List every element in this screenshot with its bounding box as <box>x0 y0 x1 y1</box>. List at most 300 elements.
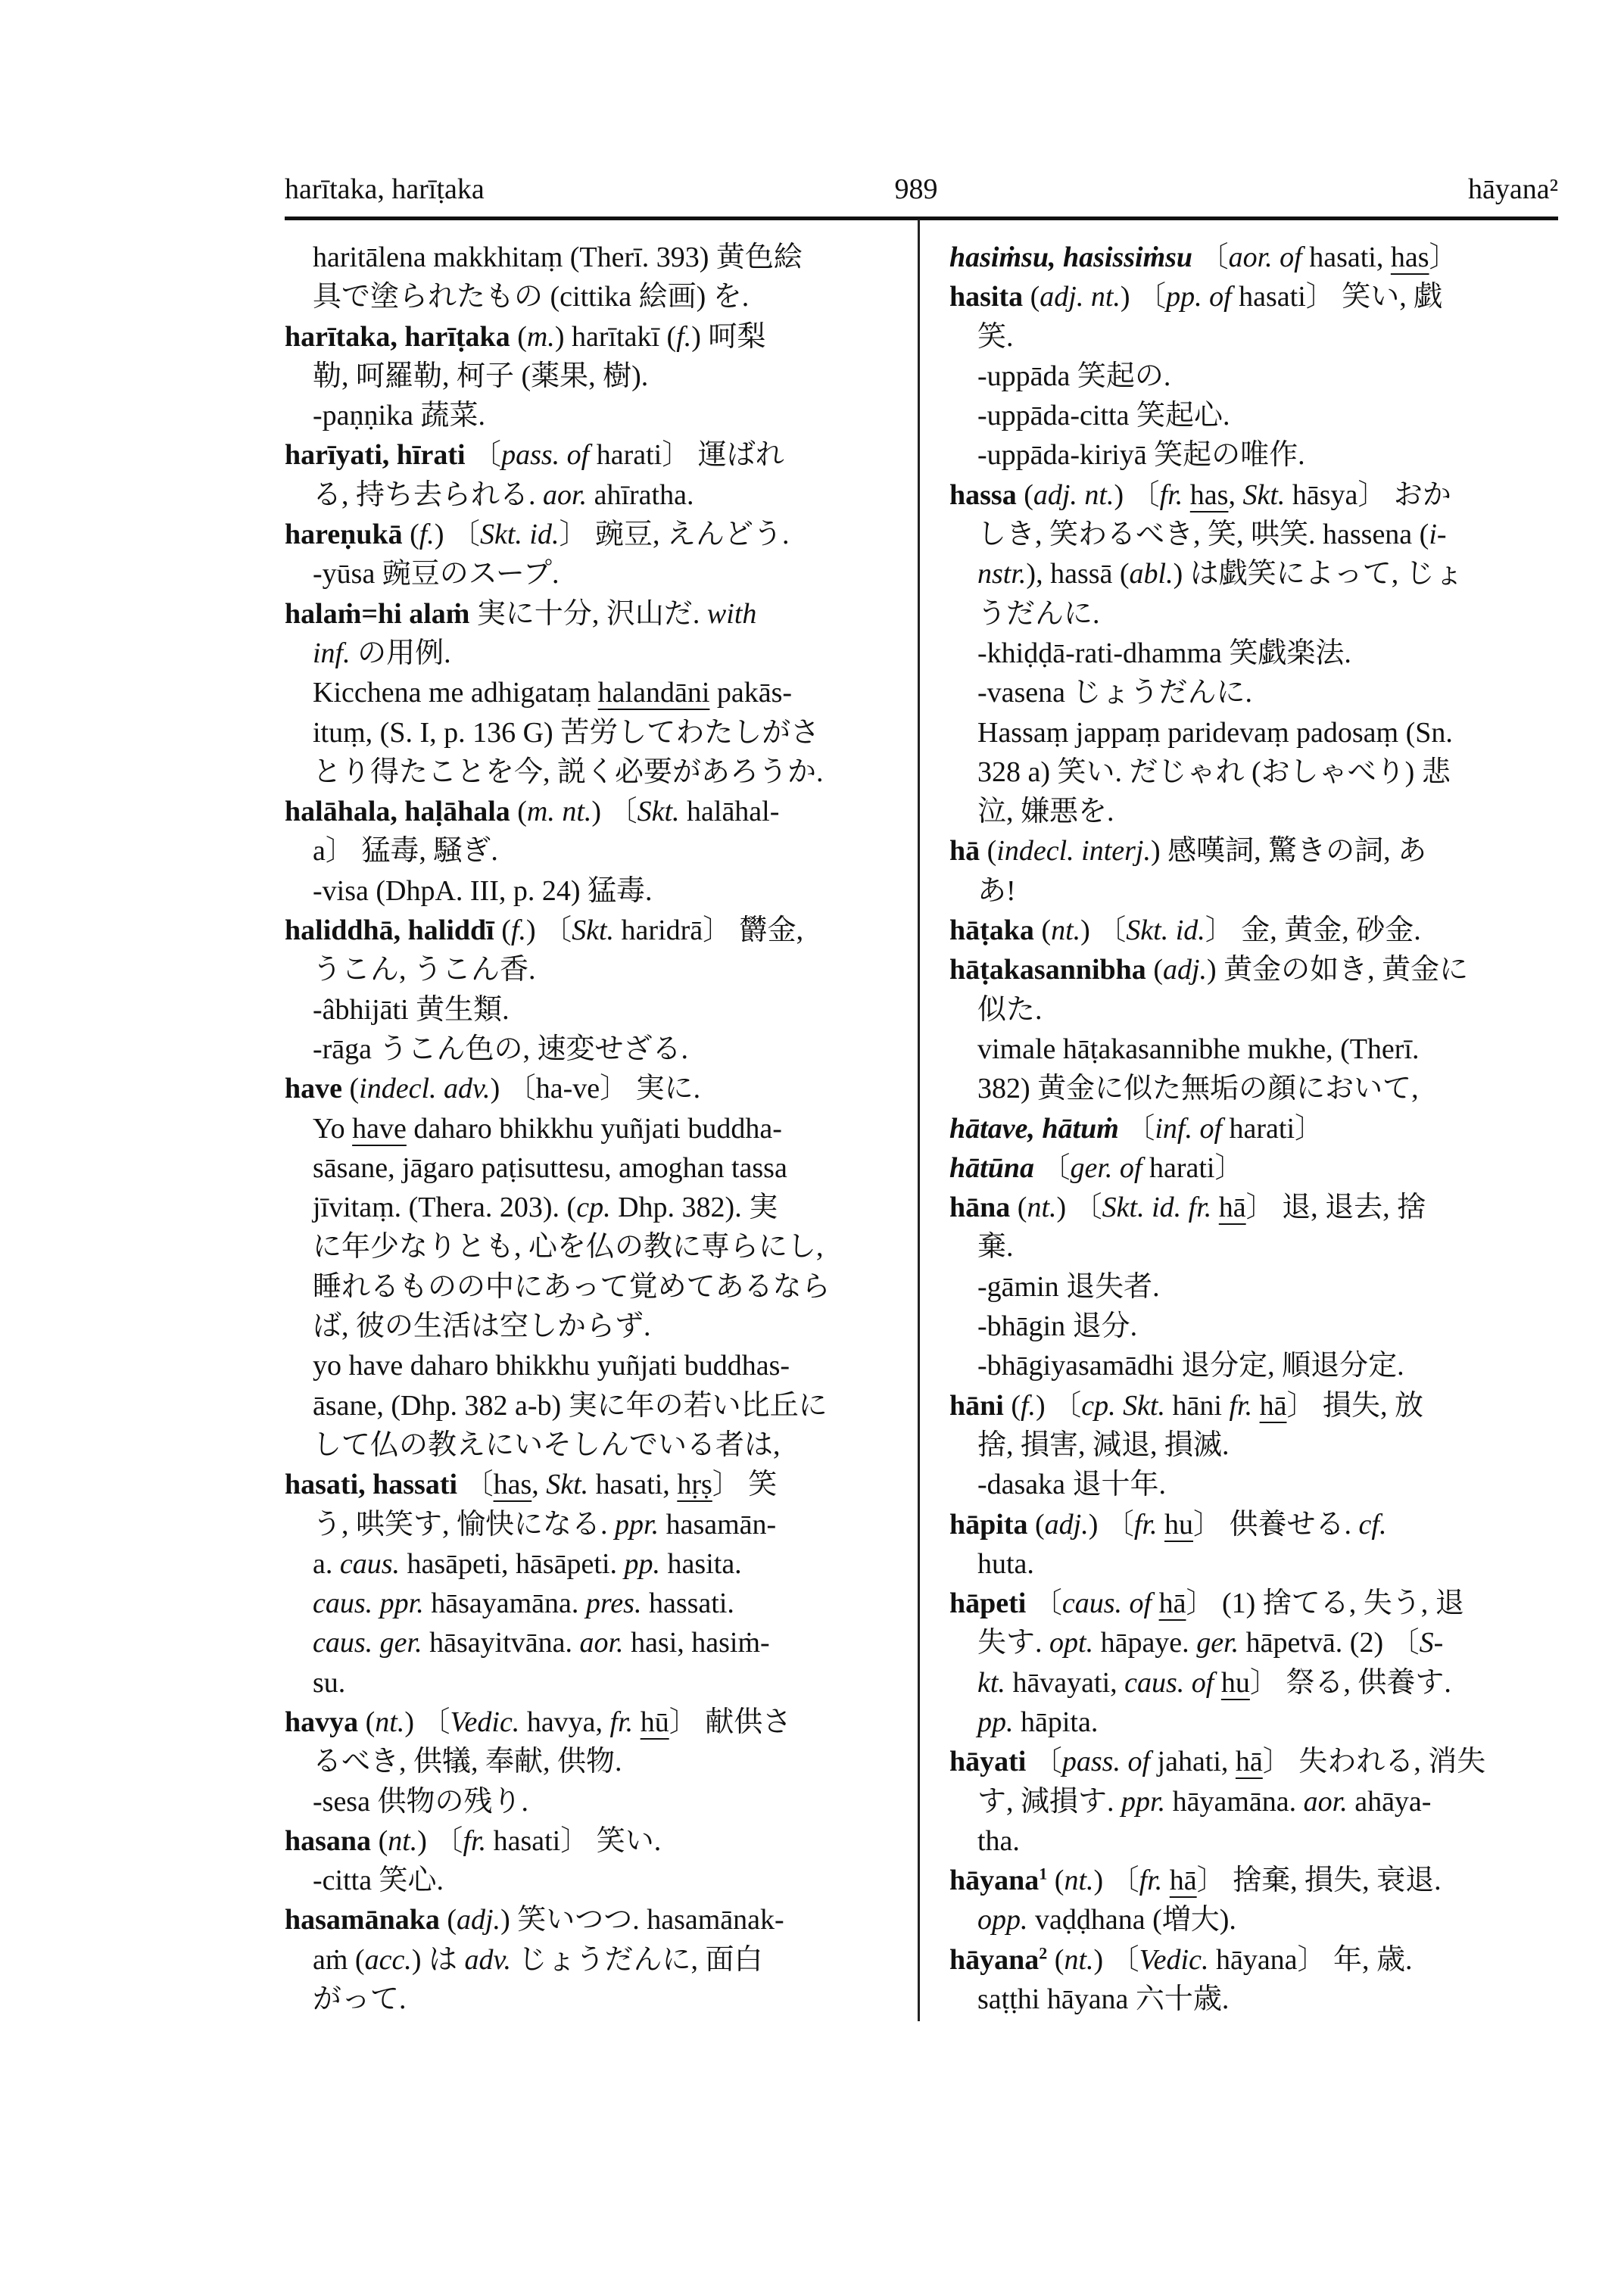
entry-continuation-line <box>285 1544 898 1584</box>
entry-text: hāvayati, <box>1005 1666 1125 1699</box>
entry-text: harati〕 運ばれ <box>589 439 784 472</box>
entry-text: ( <box>439 1904 457 1936</box>
entry-continuation-line <box>285 831 898 871</box>
headword: hasiṁsu, hasissiṁsu <box>949 241 1193 273</box>
entry-text: hāsayitvāna. <box>422 1627 580 1659</box>
entry-text <box>1211 1192 1219 1223</box>
headword: harītaka, harīṭaka <box>285 320 510 353</box>
entry-text: に年少なりとも, 心を仏の教に専らにし, <box>313 1231 824 1263</box>
headword: hasana <box>285 1824 372 1857</box>
entry-text: hāpita. <box>1013 1706 1099 1738</box>
grammar-label: fr. <box>1133 1508 1158 1541</box>
entry-text: 〕 失われる, 消失 <box>1262 1746 1486 1778</box>
grammar-label: adj. <box>1044 1508 1089 1541</box>
grammar-label: opt. <box>1049 1627 1094 1659</box>
header-rule <box>285 217 1558 220</box>
grammar-label: Skt. <box>1242 478 1286 511</box>
grammar-label: nt. <box>1064 1943 1094 1976</box>
grammar-label: f. <box>419 519 435 551</box>
entry-continuation-line <box>949 1544 1563 1584</box>
entry-text: 棄. <box>977 1231 1014 1263</box>
grammar-label: kt. <box>977 1666 1005 1699</box>
page-number: 989 <box>894 173 938 205</box>
grammar-label: acc. <box>364 1943 412 1976</box>
headword: hasita <box>949 281 1024 313</box>
entry-text: hasati, <box>1301 241 1391 273</box>
entry-headword-line <box>285 317 898 357</box>
entry-text: 〕 捨棄, 損失, 衰退. <box>1196 1865 1442 1897</box>
entry-continuation-line <box>949 1267 1563 1307</box>
entry-text: ) 〔 <box>591 796 637 828</box>
grammar-label: nt. <box>1064 1865 1094 1897</box>
entry-text: の用例. <box>350 637 451 669</box>
entry-headword-line <box>949 831 1563 871</box>
entry-text: Dhp. 382). 実 <box>610 1192 778 1224</box>
entry-continuation-line <box>949 515 1563 554</box>
headword: hāyana <box>949 1943 1040 1976</box>
entry-text: ) 〔 <box>1093 1865 1139 1897</box>
grammar-label: aor. of <box>1228 241 1302 273</box>
right-column <box>949 238 1563 2019</box>
root-underlined: hū <box>640 1706 669 1738</box>
entry-text: 〔 <box>457 1469 494 1501</box>
headword: hareṇukā <box>285 519 403 551</box>
entry-text: hasamān- <box>659 1508 777 1541</box>
entry-text: 笑. <box>977 320 1014 353</box>
entry-headword-line <box>285 1900 898 1939</box>
headword: hātūna <box>949 1151 1034 1184</box>
entry-text: jahati, <box>1150 1746 1236 1778</box>
entry-text: 〕 供養せる. <box>1193 1508 1359 1541</box>
entry-text <box>1162 1865 1170 1896</box>
grammar-label: ppr. <box>1121 1785 1166 1818</box>
running-head-left: harītaka, harīṭaka <box>285 173 485 205</box>
entry-text: 〕 <box>1429 241 1458 273</box>
entry-continuation-line <box>285 238 898 277</box>
entry-text: harati〕 <box>1142 1151 1244 1184</box>
entry-text: sāsane, jāgaro paṭisuttesu, amoghan tassa <box>313 1151 787 1184</box>
entry-text: ( <box>358 1706 376 1738</box>
entry-text: うこん, うこん香. <box>313 954 536 986</box>
grammar-label: Skt. id. <box>1126 914 1205 947</box>
entry-continuation-line <box>949 871 1563 911</box>
entry-text: -dasaka 退十年. <box>977 1469 1167 1501</box>
entry-text: -uppāda-kiriyā 笑起の唯作. <box>977 439 1305 472</box>
entry-text: havya, <box>519 1706 610 1738</box>
entry-continuation-line <box>949 1307 1563 1346</box>
entry-continuation-line <box>949 1900 1563 1939</box>
entry-text: su. <box>313 1666 346 1699</box>
entry-continuation-line <box>949 1465 1563 1504</box>
entry-text: halāhal- <box>679 796 780 828</box>
entry-text: す, 減損す. <box>977 1785 1122 1818</box>
grammar-label: pass. of <box>501 439 590 472</box>
entry-text: しき, 笑わるべき, 笑, 哄笑. hassena ( <box>977 519 1429 551</box>
entry-headword-line <box>949 1109 1563 1148</box>
homonym-number: 1 <box>1039 1864 1048 1883</box>
entry-text <box>1183 479 1190 511</box>
entry-continuation-line <box>949 1782 1563 1821</box>
entry-text: うだんに. <box>977 597 1100 630</box>
entry-text: ( <box>980 835 997 868</box>
entry-continuation-line <box>949 554 1563 594</box>
entry-continuation-line <box>285 1663 898 1703</box>
entry-continuation-line <box>949 357 1563 396</box>
entry-continuation-line <box>949 435 1563 475</box>
grammar-label: cp. <box>576 1192 611 1224</box>
entry-headword-line <box>949 238 1563 277</box>
grammar-label: inf. <box>313 637 351 669</box>
entry-continuation-line <box>285 713 898 752</box>
grammar-label: ppr. <box>615 1508 659 1541</box>
entry-text: -uppāda 笑起の. <box>977 360 1171 392</box>
headword: hāṭaka <box>949 914 1034 947</box>
entry-text: hasati, <box>588 1469 678 1501</box>
entry-text: tha. <box>977 1824 1020 1857</box>
grammar-label: Skt. <box>572 914 615 947</box>
entry-headword-line <box>949 911 1563 950</box>
entry-text: ) 〔 <box>1088 1508 1134 1541</box>
entry-continuation-line <box>949 1703 1563 1742</box>
entry-text <box>1152 1587 1159 1619</box>
headword: harīyati, hīrati <box>285 439 466 472</box>
entry-text: じょうだんに, 面白 <box>511 1943 763 1976</box>
entry-text: pakās- <box>709 677 793 709</box>
grammar-label: nt. <box>1051 914 1081 947</box>
entry-continuation-line <box>285 277 898 316</box>
homonym-number: 2 <box>1039 1943 1048 1963</box>
entry-text: a. <box>313 1547 340 1580</box>
entry-text: 失す. <box>977 1627 1050 1659</box>
entry-text: ( <box>1033 914 1052 947</box>
entry-text: hāsya〕 おか <box>1285 478 1451 511</box>
entry-continuation-line <box>949 792 1563 831</box>
entry-text: hasita. <box>660 1547 742 1580</box>
entry-text: ) harītakī ( <box>554 320 677 353</box>
root-underlined: hu <box>1220 1666 1250 1699</box>
grammar-label: fr. <box>609 1706 634 1738</box>
entry-text: ( <box>1146 954 1163 986</box>
entry-text: 捨, 損害, 減退, 損滅. <box>977 1428 1230 1461</box>
entry-headword-line <box>949 1584 1563 1623</box>
entry-headword-line <box>285 515 898 554</box>
entry-continuation-line <box>285 1861 898 1900</box>
entry-text: 泣, 嫌悪を. <box>977 796 1114 828</box>
entry-text: hasati〕 笑い, 戯 <box>1231 281 1443 313</box>
entry-text: vaḍḍhana (増大). <box>1027 1904 1236 1936</box>
entry-text: -vasena じょうだんに. <box>977 677 1253 709</box>
entry-text: huta. <box>977 1547 1034 1580</box>
entry-text: -paṇṇika 蔬菜. <box>313 400 485 432</box>
entry-continuation-line <box>949 1821 1563 1861</box>
entry-text: hassati. <box>641 1587 734 1620</box>
root-underlined: has <box>493 1469 532 1501</box>
entry-text: a〕 猛毒, 騒ぎ. <box>313 835 498 868</box>
grammar-label: cp. Skt. <box>1081 1389 1165 1422</box>
entry-continuation-line <box>949 1227 1563 1266</box>
entry-continuation-line <box>285 1584 898 1623</box>
entry-text: ahāya- <box>1347 1785 1432 1818</box>
entry-text: 382) 黄金に似た無垢の顔において, <box>977 1073 1419 1105</box>
grammar-label: caus. ppr. <box>313 1587 424 1620</box>
entry-continuation-line <box>285 634 898 673</box>
entry-continuation-line <box>949 1425 1563 1465</box>
grammar-label: Vedic. <box>1139 1943 1209 1976</box>
entry-text: ) 〔 <box>404 1706 450 1738</box>
entry-headword-line <box>949 1505 1563 1544</box>
headword: hāyati <box>949 1746 1027 1778</box>
grammar-label: caus. <box>339 1547 401 1580</box>
entry-headword-line <box>285 911 898 950</box>
entry-continuation-line <box>949 1623 1563 1662</box>
entry-text: saṭṭhi hāyana 六十歳. <box>977 1983 1230 2016</box>
entry-text: がって. <box>313 1983 407 2016</box>
entry-continuation-line <box>285 554 898 594</box>
entry-text: hāpetvā. (2) 〔 <box>1239 1627 1420 1659</box>
entry-headword-line <box>285 1465 898 1504</box>
entry-continuation-line <box>949 1069 1563 1108</box>
entry-continuation-line <box>285 752 898 792</box>
entry-text: hāni <box>1165 1389 1230 1422</box>
entry-text: ) 〔 <box>417 1824 463 1857</box>
entry-text: ahīratha. <box>587 478 694 511</box>
entry-continuation-line <box>949 752 1563 792</box>
entry-text: 〕 退, 退去, 捨 <box>1245 1192 1426 1224</box>
entry-text <box>1214 1667 1221 1699</box>
entry-text: ( <box>342 1073 360 1105</box>
entry-continuation-line <box>949 713 1563 752</box>
headword: halāhala, haḷāhala <box>285 796 510 828</box>
headword: hāni <box>949 1389 1004 1422</box>
entry-text <box>1252 1390 1260 1422</box>
entry-continuation-line <box>285 1505 898 1544</box>
root-underlined: hā <box>1259 1389 1287 1422</box>
grammar-label: fr. <box>1229 1389 1253 1422</box>
entry-text: hāpaye. <box>1093 1627 1197 1659</box>
root-underlined: halandāni <box>597 677 710 709</box>
grammar-label: pp. <box>977 1706 1014 1738</box>
grammar-label: ger. <box>1196 1627 1239 1659</box>
entry-text: ) 感嘆詞, 驚きの詞, あ <box>1150 835 1427 868</box>
entry-text: , <box>531 1469 547 1501</box>
entry-text: ( <box>1047 1865 1064 1897</box>
column-divider <box>918 220 920 2021</box>
root-underlined: have <box>352 1112 407 1145</box>
entry-headword-line <box>949 1742 1563 1781</box>
entry-text: 〕 損失, 放 <box>1286 1389 1423 1422</box>
left-column <box>285 238 898 2019</box>
entry-headword-line <box>285 1069 898 1108</box>
entry-text <box>1158 1509 1165 1541</box>
entry-text: ば, 彼の生活は空しからず. <box>313 1310 651 1343</box>
entry-text: -yūsa 豌豆のスープ. <box>313 558 560 590</box>
grammar-label: S- <box>1419 1627 1444 1659</box>
entry-continuation-line <box>285 396 898 435</box>
entry-text: -uppāda-citta 笑起心. <box>977 400 1230 432</box>
entry-continuation-line <box>949 594 1563 634</box>
entry-text: ) 呵梨 <box>691 320 766 353</box>
entry-text: ) 〔 <box>1120 281 1167 313</box>
entry-continuation-line <box>285 1307 898 1346</box>
entry-text: ) 〔 <box>1093 1943 1139 1976</box>
entry-text: hāsayamāna. <box>423 1587 586 1620</box>
grammar-label: adj. <box>1162 954 1208 986</box>
entry-text: 〕 祭る, 供養す. <box>1249 1666 1451 1699</box>
entry-text: haridrā〕 欝金, <box>614 914 804 947</box>
headword: have <box>285 1073 342 1105</box>
entry-continuation-line <box>285 1940 898 1980</box>
entry-text: -khiḍḍā-rati-dhamma 笑戯楽法. <box>977 637 1351 669</box>
entry-headword-line <box>949 277 1563 316</box>
entry-text: ) 〔 <box>1080 914 1127 947</box>
entry-text: Hassaṃ jappaṃ paridevaṃ padosaṃ (Sn. <box>977 716 1453 749</box>
entry-continuation-line <box>285 871 898 911</box>
entry-text: ) 〔 <box>1114 478 1160 511</box>
entry-text: hāyamāna. <box>1165 1785 1304 1818</box>
entry-headword-line <box>285 792 898 831</box>
grammar-label: fr. <box>1139 1865 1163 1897</box>
grammar-label: nt. <box>388 1824 418 1857</box>
grammar-label: i- <box>1429 519 1447 551</box>
entry-text: 〕 (1) 捨てる, 失う, 退 <box>1186 1587 1464 1620</box>
entry-text: ) 〔 <box>1056 1192 1102 1224</box>
grammar-label: fr. <box>463 1824 487 1857</box>
grammar-label: nt. <box>375 1706 405 1738</box>
entry-text: hāyana〕 年, 歳. <box>1208 1943 1413 1976</box>
grammar-label: Skt. <box>546 1469 589 1501</box>
entry-text: ) 黄金の如き, 黄金に <box>1207 954 1469 986</box>
grammar-label: pass. of <box>1061 1746 1151 1778</box>
grammar-label: adj. nt. <box>1040 281 1121 313</box>
entry-text: Yo <box>313 1112 353 1145</box>
grammar-label: aor. <box>543 478 588 511</box>
root-underlined: hā <box>1218 1192 1246 1224</box>
entry-headword-line <box>285 435 898 475</box>
entry-text: 実に十分, 沢山だ. <box>469 597 707 630</box>
entry-text: 睡れるものの中にあって覚めてあるなら <box>313 1270 831 1303</box>
entry-text: -âbhijāti 黄生類. <box>313 993 510 1026</box>
headword: hāyana <box>949 1865 1040 1897</box>
entry-headword-line <box>949 950 1563 989</box>
grammar-label: pp. <box>624 1547 661 1580</box>
entry-continuation-line <box>285 1623 898 1662</box>
entry-text: 〕 笑 <box>712 1469 778 1501</box>
grammar-label: adj. <box>457 1904 501 1936</box>
entry-text: Kicchena me adhigataṃ <box>313 677 598 709</box>
entry-continuation-line <box>949 396 1563 435</box>
entry-text: 〕 献供さ <box>669 1706 792 1738</box>
entry-text: 〕 豌豆, えんどう. <box>559 519 790 551</box>
grammar-label: indecl. interj. <box>996 835 1151 868</box>
grammar-label: Skt. <box>637 796 680 828</box>
grammar-label: Vedic. <box>450 1706 520 1738</box>
entry-continuation-line <box>949 1663 1563 1703</box>
entry-text: 〔 <box>465 439 502 472</box>
entry-text: 似た. <box>977 993 1043 1026</box>
grammar-label: Skt. id. fr. <box>1102 1192 1212 1224</box>
entry-text: 〔 <box>1118 1112 1155 1145</box>
entry-continuation-line <box>285 475 898 515</box>
entry-text: ( <box>494 914 511 947</box>
headword: hātave, hātuṁ <box>949 1112 1119 1145</box>
headword: halaṁ=hi alaṁ <box>285 597 470 630</box>
entry-continuation-line <box>949 634 1563 673</box>
grammar-label: f. <box>510 914 526 947</box>
grammar-label: f. <box>1020 1389 1036 1422</box>
entry-continuation-line <box>949 673 1563 712</box>
entry-text: ) 〔 <box>525 914 572 947</box>
entry-continuation-line <box>949 990 1563 1030</box>
entry-text: -citta 笑心. <box>313 1865 444 1897</box>
entry-text: -gāmin 退失者. <box>977 1270 1160 1303</box>
entry-headword-line <box>949 1861 1563 1900</box>
grammar-label: abl. <box>1129 558 1174 590</box>
entry-text: 328 a) 笑い. だじゃれ (おしゃべり) 悲 <box>977 756 1451 788</box>
entry-text: ) 〔ha-ve〕 実に. <box>490 1073 701 1105</box>
entry-continuation-line <box>285 1782 898 1821</box>
headword: hāna <box>949 1192 1011 1224</box>
entry-text: , <box>1228 478 1243 511</box>
entry-headword-line <box>285 1703 898 1742</box>
grammar-label: aor. <box>579 1627 624 1659</box>
grammar-label: caus. ger. <box>313 1627 422 1659</box>
entry-text: あ! <box>977 874 1016 907</box>
grammar-label: adv. <box>464 1943 512 1976</box>
grammar-label: with <box>706 597 757 630</box>
entry-headword-line <box>949 1148 1563 1188</box>
entry-text: harati〕 <box>1222 1112 1324 1145</box>
entry-text: yo have daharo bhikkhu yuñjati buddhas- <box>313 1350 790 1382</box>
entry-continuation-line <box>285 1030 898 1069</box>
root-underlined: hā <box>1169 1865 1197 1897</box>
entry-text: ) 〔 <box>1036 1389 1082 1422</box>
entry-continuation-line <box>285 1980 898 2019</box>
entry-text: ) は <box>411 1943 465 1976</box>
root-underlined: has <box>1390 241 1429 273</box>
running-head-right: hāyana² <box>1468 173 1558 205</box>
entry-text: とり得たことを今, 説く必要があろうか. <box>313 756 824 788</box>
entry-text <box>633 1706 641 1738</box>
entry-continuation-line <box>949 1980 1563 2019</box>
headword: havya <box>285 1706 359 1738</box>
entry-text: 〔 <box>1026 1746 1062 1778</box>
root-underlined: hā <box>1158 1587 1186 1620</box>
root-underlined: hṛṣ <box>677 1469 712 1501</box>
grammar-label: cf. <box>1358 1508 1387 1541</box>
entry-headword-line <box>949 1940 1563 1980</box>
entry-continuation-line <box>285 1227 898 1266</box>
entry-text: 具で塗られたもの (cittika 絵画) を. <box>313 281 750 313</box>
entry-headword-line <box>285 594 898 634</box>
entry-text: ( <box>1003 1389 1021 1422</box>
entry-continuation-line <box>949 1346 1563 1385</box>
grammar-label: f. <box>676 320 692 353</box>
grammar-label: opp. <box>977 1904 1028 1936</box>
root-underlined: hā <box>1235 1746 1263 1778</box>
entry-headword-line <box>949 475 1563 515</box>
headword: hasamānaka <box>285 1904 440 1936</box>
entry-text: 勒, 呵羅勒, 柯子 (薬果, 樹). <box>313 360 649 392</box>
entry-text: ( <box>371 1824 388 1857</box>
entry-text: -bhāgin 退分. <box>977 1310 1138 1343</box>
grammar-label: pp. of <box>1166 281 1232 313</box>
grammar-label: inf. of <box>1155 1112 1223 1145</box>
root-underlined: has <box>1189 478 1229 511</box>
entry-text: るべき, 供犠, 奉献, 供物. <box>313 1746 622 1778</box>
entry-text: ( <box>1027 1508 1045 1541</box>
entry-text: ( <box>1047 1943 1064 1976</box>
grammar-label: fr. <box>1159 478 1183 511</box>
